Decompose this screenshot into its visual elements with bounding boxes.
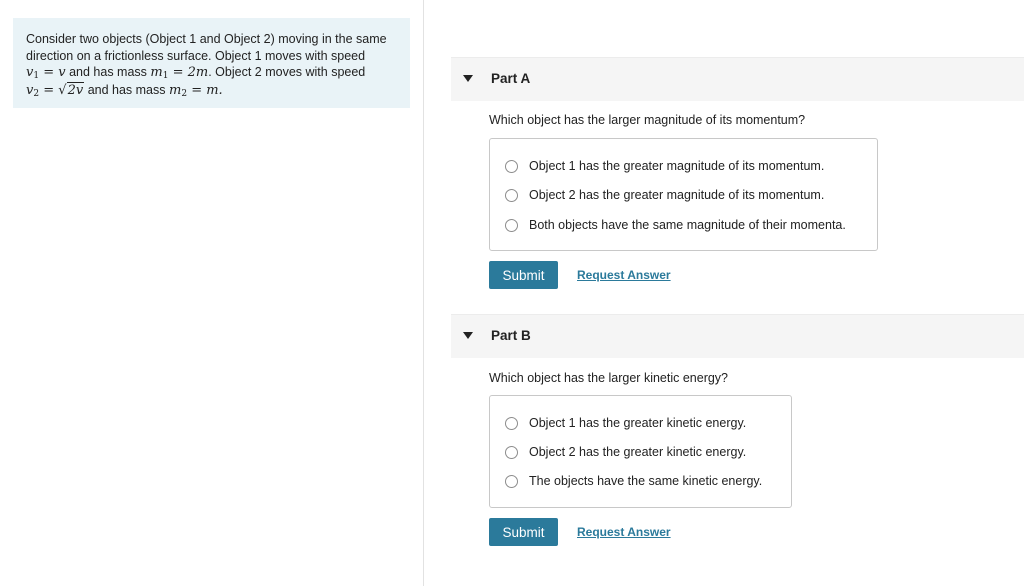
part-b-question: Which object has the larger kinetic energy?: [489, 371, 729, 385]
radio-icon[interactable]: [505, 417, 518, 430]
choice-label: Both objects have the same magnitude of their momenta.: [529, 218, 846, 232]
part-a-header[interactable]: [451, 57, 1024, 101]
part-b-header[interactable]: [451, 314, 1024, 358]
choice-label: Object 2 has the greater kinetic energy.: [529, 445, 747, 459]
part-a-request-answer-link[interactable]: Request Answer: [577, 268, 671, 282]
problem-line-4: $v_2 = √2v$ and has mass $m_2 = m$.: [26, 82, 223, 99]
radio-icon[interactable]: [505, 160, 518, 173]
part-b-choice-2[interactable]: [505, 444, 746, 460]
m1-expression: $m_1 = 2m$: [150, 65, 209, 81]
part-b-choices: [489, 395, 792, 508]
problem-pane: [0, 0, 423, 586]
part-a-choices: [489, 138, 878, 251]
radio-icon[interactable]: [505, 189, 518, 202]
part-b-title: Part B: [491, 328, 531, 343]
part-b-choice-1[interactable]: [505, 415, 746, 431]
problem-line-1: Consider two objects (Object 1 and Object 2) moving in the same: [26, 32, 387, 46]
part-b-submit-button[interactable]: Submit: [489, 518, 558, 546]
choice-label: The objects have the same kinetic energy.: [529, 474, 763, 488]
radio-icon[interactable]: [505, 446, 518, 459]
part-b-choice-3[interactable]: [505, 473, 762, 489]
caret-down-icon[interactable]: [463, 332, 473, 339]
radio-icon[interactable]: [505, 219, 518, 232]
sqrt-symbol: √: [58, 82, 67, 98]
v2-expression: $v_2 = √2v$: [26, 82, 84, 99]
caret-down-icon[interactable]: [463, 75, 473, 82]
problem-line-3: $v_1 = v$ and has mass $m_1 = 2m$. Object 2 moves with speed: [26, 65, 366, 81]
choice-label: Object 2 has the greater magnitude of its momentum.: [529, 188, 825, 202]
part-a-choice-1[interactable]: [505, 158, 824, 174]
part-a-submit-button[interactable]: Submit: [489, 261, 558, 289]
choice-label: Object 1 has the greater kinetic energy.: [529, 416, 747, 430]
choice-label: Object 1 has the greater magnitude of its momentum.: [529, 159, 825, 173]
part-a-choice-3[interactable]: [505, 217, 846, 233]
v1-expression: $v_1 = v$: [26, 65, 66, 81]
part-a-question: Which object has the larger magnitude of its momentum?: [489, 113, 806, 127]
part-a-title: Part A: [491, 71, 531, 86]
problem-statement: [13, 18, 410, 108]
part-b-request-answer-link[interactable]: Request Answer: [577, 525, 671, 539]
problem-line-2: direction on a frictionless surface. Object 1 moves with speed: [26, 48, 366, 63]
radio-icon[interactable]: [505, 475, 518, 488]
m2-expression: $m_2 = m$.: [169, 82, 223, 99]
sqrt-radicand: 2v: [67, 82, 84, 98]
pane-divider: [423, 0, 424, 586]
part-a-choice-2[interactable]: [505, 187, 824, 203]
